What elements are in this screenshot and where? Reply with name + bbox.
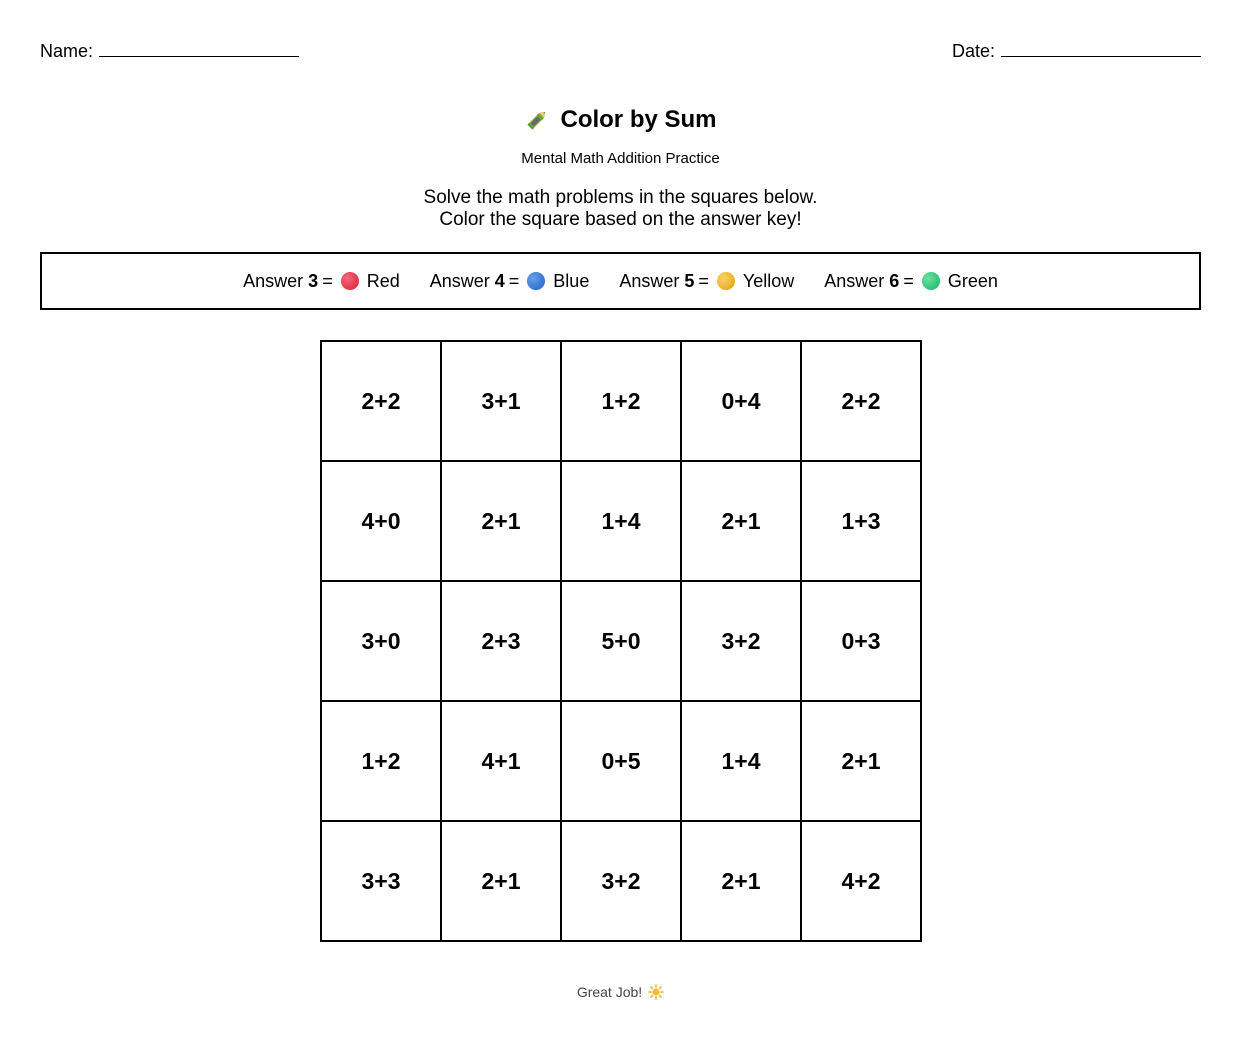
grid-cell[interactable]: 3+0 bbox=[322, 582, 442, 702]
legend-value: 6 bbox=[889, 270, 900, 291]
legend-equals: = bbox=[698, 270, 709, 291]
subtitle: Mental Math Addition Practice bbox=[521, 150, 720, 167]
color-by-sum-grid bbox=[320, 340, 922, 942]
grid-cell[interactable]: 3+2 bbox=[562, 822, 682, 942]
crayon-icon bbox=[524, 107, 550, 133]
grid-cell[interactable]: 4+2 bbox=[802, 822, 922, 942]
legend-value: 3 bbox=[308, 270, 319, 291]
legend-value: 4 bbox=[494, 270, 505, 291]
grid-cell[interactable]: 1+2 bbox=[562, 342, 682, 462]
legend-equals: = bbox=[322, 270, 333, 291]
grid-cell[interactable]: 2+2 bbox=[802, 342, 922, 462]
grid-cell[interactable]: 4+1 bbox=[442, 702, 562, 822]
instructions bbox=[0, 187, 1241, 231]
yellow-dot-icon bbox=[717, 272, 735, 290]
legend-color-name: Red bbox=[366, 270, 400, 291]
legend-prefix: Answer bbox=[429, 270, 490, 291]
name-label: Name: bbox=[40, 41, 94, 61]
grid-cell[interactable]: 1+2 bbox=[322, 702, 442, 822]
legend-color-name: Green bbox=[947, 270, 998, 291]
legend-item-yellow bbox=[619, 271, 794, 292]
grid-cell[interactable]: 2+1 bbox=[442, 462, 562, 582]
legend-item-red bbox=[243, 271, 400, 292]
page-title bbox=[524, 104, 716, 136]
date-field[interactable] bbox=[952, 40, 1201, 62]
grid-cell[interactable]: 0+5 bbox=[562, 702, 682, 822]
legend-prefix: Answer bbox=[243, 270, 304, 291]
title-wrap bbox=[0, 104, 1241, 138]
date-blank-line[interactable] bbox=[1001, 56, 1201, 57]
blue-dot-icon bbox=[527, 272, 545, 290]
name-blank-line[interactable] bbox=[99, 56, 299, 57]
grid-cell[interactable]: 1+3 bbox=[802, 462, 922, 582]
grid-cell[interactable]: 2+1 bbox=[682, 822, 802, 942]
legend-color-name: Blue bbox=[553, 270, 590, 291]
title-text: Color by Sum bbox=[560, 106, 717, 133]
grid-cell[interactable]: 1+4 bbox=[682, 702, 802, 822]
instructions-line-1: Solve the math problems in the squares below. bbox=[423, 187, 818, 208]
grid-cell[interactable]: 3+3 bbox=[322, 822, 442, 942]
grid-cell[interactable]: 4+0 bbox=[322, 462, 442, 582]
footer-text: Great Job! bbox=[576, 984, 643, 1000]
grid-cell[interactable]: 2+1 bbox=[682, 462, 802, 582]
instructions-line-2: Color the square based on the answer key! bbox=[439, 209, 802, 230]
grid-cell[interactable]: 2+2 bbox=[322, 342, 442, 462]
legend-equals: = bbox=[903, 270, 914, 291]
legend-value: 5 bbox=[684, 270, 695, 291]
grid-cell[interactable]: 2+1 bbox=[802, 702, 922, 822]
grid-cell[interactable]: 2+1 bbox=[442, 822, 562, 942]
legend-prefix: Answer bbox=[824, 270, 885, 291]
legend-color-name: Yellow bbox=[742, 270, 795, 291]
legend-item-green bbox=[824, 271, 998, 292]
grid-cell[interactable]: 0+4 bbox=[682, 342, 802, 462]
grid-cell[interactable]: 3+1 bbox=[442, 342, 562, 462]
grid-cell[interactable]: 0+3 bbox=[802, 582, 922, 702]
red-dot-icon bbox=[341, 272, 359, 290]
legend-item-blue bbox=[430, 271, 590, 292]
header-row bbox=[40, 38, 1201, 62]
grid-cell[interactable]: 3+2 bbox=[682, 582, 802, 702]
green-dot-icon bbox=[922, 272, 940, 290]
legend-equals: = bbox=[508, 270, 520, 291]
legend-prefix: Answer bbox=[619, 270, 680, 291]
date-label: Date: bbox=[951, 41, 995, 61]
sun-icon bbox=[648, 984, 664, 1000]
grid-cell[interactable]: 1+4 bbox=[562, 462, 682, 582]
name-field[interactable] bbox=[40, 40, 299, 62]
grid-cell[interactable]: 2+3 bbox=[442, 582, 562, 702]
footer bbox=[0, 984, 1241, 1000]
grid-cell[interactable]: 5+0 bbox=[562, 582, 682, 702]
answer-key-legend bbox=[40, 252, 1201, 310]
